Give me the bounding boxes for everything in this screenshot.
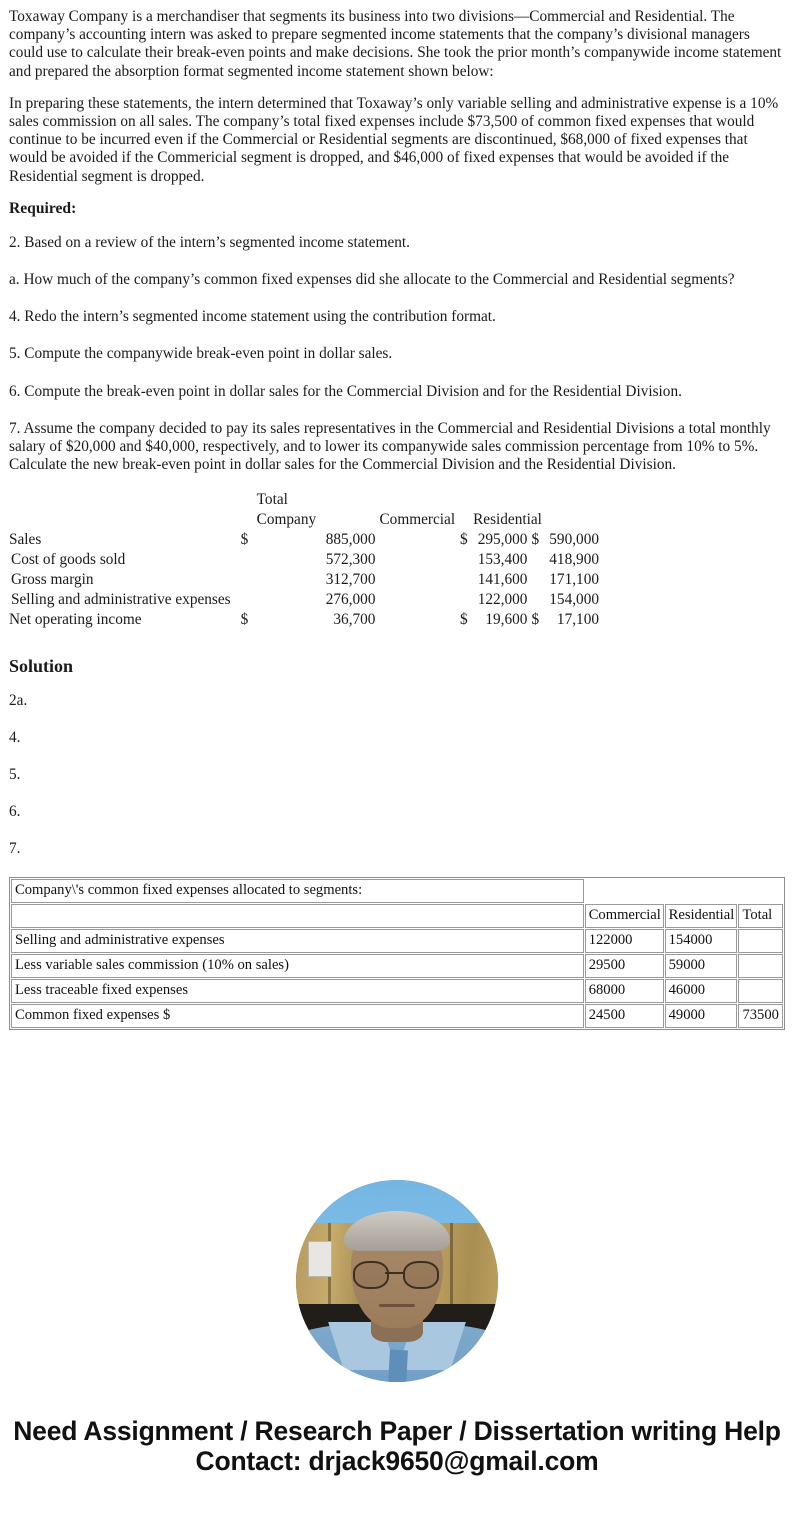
row-gap [377, 590, 460, 610]
allocation-commission-commercial: 29500 [585, 954, 664, 978]
gross-margin-residential-value: 171,100 [549, 571, 599, 589]
sales-total-currency: $ [240, 531, 249, 549]
allocation-common-fixed-total: 73500 [738, 1004, 783, 1028]
allocation-commission-residential: 59000 [665, 954, 738, 978]
sga-residential-value: 154,000 [549, 591, 599, 609]
table-header-row [11, 904, 783, 928]
allocation-sga-residential: 154000 [665, 929, 738, 953]
gross-margin-commercial-currency [460, 570, 471, 590]
intro-paragraph-2: In preparing these statements, the intern determined that Toxaway’s only variable selling and administrative expense is a 10% sales commission on all sales. The company’s total fixed expenses include $73,500 of common fixed expenses that would continue to be incurred even if the Commercial or Residential segments are discontinued, $68,000 of fixed expenses that would be avoided if the Commericial segment is dropped, and $46,000 of fixed expenses that would be avoided if the Residential segment is dropped. [9, 94, 779, 185]
table-row [11, 979, 783, 1003]
noi-commercial-value: 19,600 [485, 611, 528, 629]
avatar-mouth [379, 1304, 415, 1307]
table-row [11, 1004, 783, 1028]
solution-item-6: 6. [9, 803, 21, 821]
sales-residential-value: 590,000 [549, 531, 599, 549]
allocation-table-title: Company\'s common fixed expenses allocated to segments: [11, 879, 584, 903]
required-item-7: 7. Assume the company decided to pay its sales representatives in the Commercial and Residential Divisions a total monthly salary of $20,000 and $40,000, respectively, and to lower its companywide sales commission percentage from 10% to 5%. Calculate the new break-even point in dollar sales for the Commercial Division and the Residential Division. [9, 419, 771, 474]
avatar-glasses-left-lens [353, 1261, 389, 1289]
header-commercial: Commercial [379, 511, 456, 529]
cogs-residential-value: 418,900 [549, 551, 599, 569]
required-item-5: 5. Compute the companywide break-even point in dollar sales. [9, 345, 393, 363]
row-gap [377, 610, 460, 630]
promo-headline-text-1: Need Assignment / Research Paper / Dissertation [13, 1416, 625, 1447]
avatar-tie [388, 1350, 408, 1383]
row-gap [377, 570, 460, 590]
gross-margin-total-value: 312,700 [325, 571, 376, 589]
allocation-table-wrapper [0, 877, 794, 1030]
segmented-income-statement [9, 490, 599, 630]
sales-commercial-currency: $ [460, 531, 468, 549]
allocation-title-spacer-3 [738, 879, 783, 903]
gross-margin-residential-currency [527, 570, 542, 590]
allocation-title-spacer-2 [665, 879, 738, 903]
table-row [9, 590, 599, 610]
avatar-glasses-right-lens [403, 1261, 439, 1289]
cogs-total-currency [241, 550, 257, 570]
row-label-gross-margin: Gross margin [11, 571, 94, 589]
allocation-sga-total [738, 929, 783, 953]
table-row [11, 954, 783, 978]
row-gap [377, 550, 460, 570]
solution-heading: Solution [9, 656, 74, 677]
sales-commercial-value: 295,000 [477, 531, 528, 549]
gross-margin-total-currency [241, 570, 257, 590]
solution-item-5: 5. [9, 766, 21, 784]
table-row [11, 879, 783, 903]
required-item-2a: a. How much of the company’s common fixed expenses did she allocate to the Commercial and Residential segments? [9, 271, 735, 289]
sga-residential-currency [527, 590, 542, 610]
allocation-traceable-total [738, 979, 783, 1003]
allocation-header-blank [11, 904, 584, 928]
promo-footer [0, 1416, 794, 1496]
sales-total-value: 885,000 [325, 531, 376, 549]
required-item-4: 4. Redo the intern’s segmented income statement using the contribution format. [9, 308, 496, 326]
row-label-sga: Selling and administrative expenses [11, 591, 231, 609]
noi-residential-value: 17,100 [556, 611, 599, 629]
intro-section [0, 8, 794, 474]
solution-section [0, 656, 794, 858]
solution-item-4: 4. [9, 729, 21, 747]
allocation-row-label-traceable: Less traceable fixed expenses [11, 979, 584, 1003]
noi-commercial-currency: $ [460, 611, 468, 629]
header-blank-3 [471, 490, 527, 510]
required-heading: Required: [9, 199, 77, 217]
allocation-traceable-commercial: 68000 [585, 979, 664, 1003]
income-header-row-2 [9, 510, 599, 530]
table-row [9, 570, 599, 590]
allocation-row-label-common-fixed: Common fixed expenses $ [11, 1004, 584, 1028]
row-label-sales: Sales [9, 531, 42, 549]
row-gap [377, 530, 460, 550]
required-item-6: 6. Compute the break-even point in dollar sales for the Commercial Division and for the Residential Division. [9, 382, 682, 400]
allocation-header-commercial: Commercial [585, 904, 664, 928]
header-blank-2 [460, 490, 471, 510]
header-residential: Residential [473, 511, 542, 529]
intro-paragraph-1: Toxaway Company is a merchandiser that segments its business into two divisions—Commercial and Residential. The company’s accounting intern was asked to prepare segmented income statements that the company’s divisional managers could use to calculate their break-even points and make decisions. She took the prior month’s companywide income statement and prepared the absorption format segmented income statement shown below: [9, 8, 782, 80]
table-row [9, 530, 599, 550]
allocation-commission-total [738, 954, 783, 978]
sga-commercial-currency [460, 590, 471, 610]
header-blank-1 [9, 490, 241, 510]
allocation-header-total: Total [738, 904, 783, 928]
row-label-cogs: Cost of goods sold [11, 551, 126, 569]
cogs-commercial-value: 153,400 [477, 551, 528, 569]
promo-contact[interactable]: Contact: drjack9650@gmail.com [195, 1446, 599, 1477]
row-label-net-operating-income: Net operating income [9, 611, 142, 629]
header-spacer-2 [241, 510, 257, 530]
solution-item-7: 7. [9, 840, 21, 858]
solution-item-2a: 2a. [9, 692, 28, 710]
noi-total-currency: $ [240, 611, 249, 629]
allocation-row-label-sga: Selling and administrative expenses [11, 929, 584, 953]
allocation-header-residential: Residential [665, 904, 738, 928]
income-statement-body [9, 530, 599, 630]
cogs-total-value: 572,300 [325, 551, 376, 569]
table-row [9, 550, 599, 570]
header-blank-5 [543, 490, 599, 510]
header-blank-gap-1 [377, 490, 460, 510]
allocation-common-fixed-commercial: 24500 [585, 1004, 664, 1028]
income-statement-header [9, 490, 599, 530]
sga-total-currency [241, 590, 257, 610]
header-blank-6 [9, 510, 241, 530]
allocation-row-label-commission: Less variable sales commission (10% on sales) [11, 954, 584, 978]
gross-margin-commercial-value: 141,600 [477, 571, 528, 589]
avatar-block [0, 1180, 794, 1382]
sga-commercial-value: 122,000 [477, 591, 528, 609]
table-row [11, 929, 783, 953]
common-fixed-expenses-allocation-table [9, 877, 785, 1030]
allocation-table-body [11, 879, 783, 1028]
required-item-2: 2. Based on a review of the intern’s segmented income statement. [9, 233, 410, 251]
promo-headline [12, 1416, 782, 1446]
noi-residential-currency: $ [531, 611, 540, 629]
allocation-title-spacer-1 [585, 879, 664, 903]
allocation-common-fixed-residential: 49000 [665, 1004, 738, 1028]
avatar [296, 1180, 498, 1382]
document-page [0, 8, 794, 1531]
header-total-company-line1: Total [256, 491, 288, 509]
allocation-traceable-residential: 46000 [665, 979, 738, 1003]
header-total-company-line2: Company [256, 511, 317, 529]
avatar-glasses-bridge [385, 1272, 403, 1274]
promo-headline-text-2: writing Help [631, 1416, 781, 1447]
avatar-background-switch [308, 1241, 332, 1277]
sga-total-value: 276,000 [325, 591, 376, 609]
header-blank-4 [527, 490, 542, 510]
header-spacer-1 [241, 490, 257, 510]
allocation-sga-commercial: 122000 [585, 929, 664, 953]
income-statement-wrapper [0, 490, 794, 630]
noi-total-value: 36,700 [333, 611, 376, 629]
cogs-commercial-currency [460, 550, 471, 570]
table-row [9, 610, 599, 630]
income-header-row-1 [9, 490, 599, 510]
sales-residential-currency: $ [531, 531, 540, 549]
cogs-residential-currency [527, 550, 542, 570]
